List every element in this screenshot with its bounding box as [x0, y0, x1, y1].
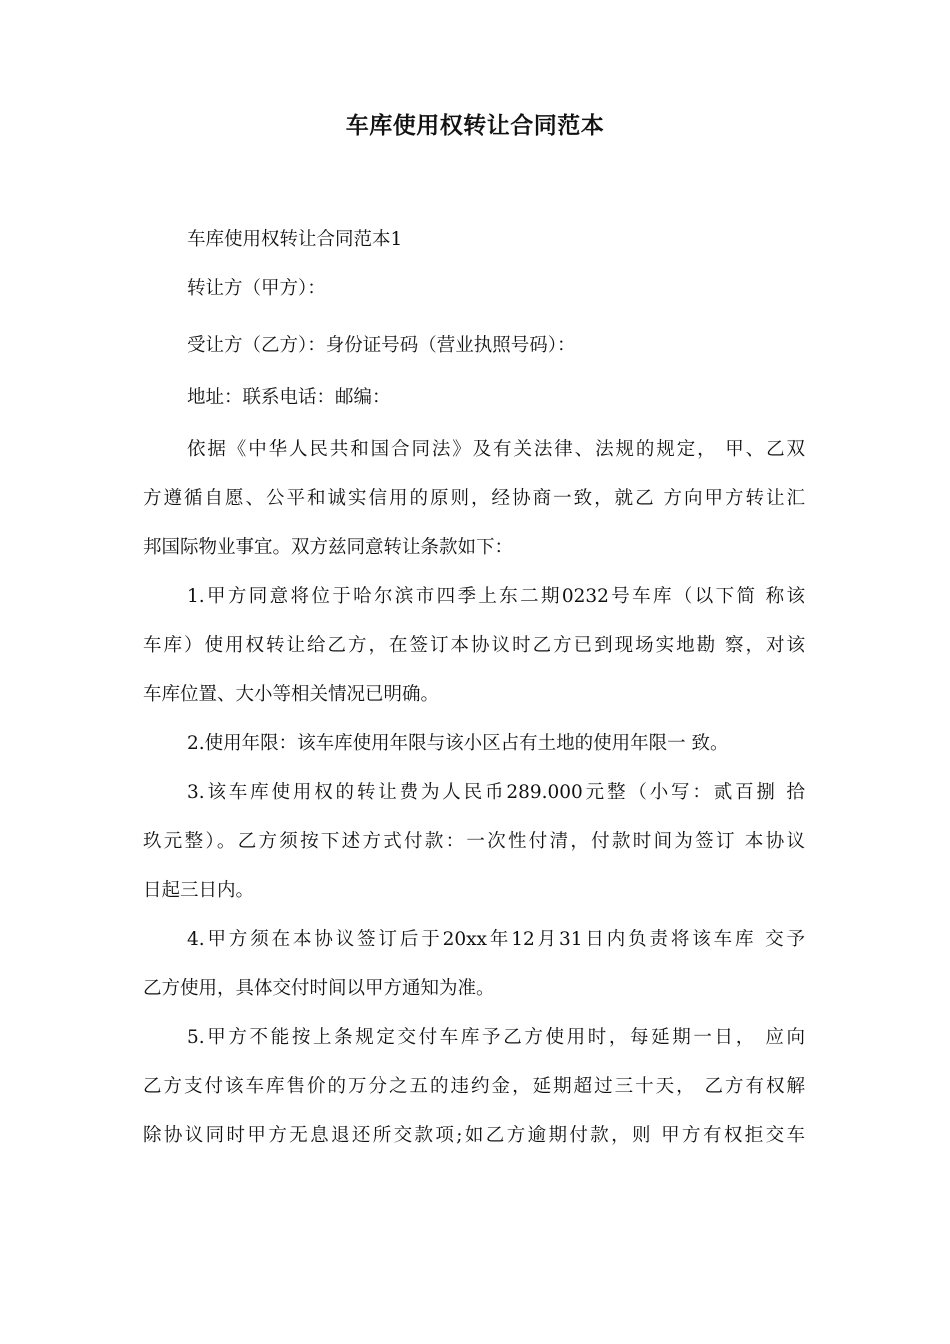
clause-4-line: 乙方使用，具体交付时间以甲方通知为准。: [143, 978, 495, 999]
paragraph-line: 依据《中华人民共和国合同法》及有关法律、法规的规定， 甲、乙双: [187, 439, 805, 460]
transferor-line: 转让方（甲方）：: [187, 278, 326, 299]
clause-5-line: 5.甲方不能按上条规定交付车库予乙方使用时，每延期一日， 应向: [187, 1027, 805, 1048]
document-body: [143, 215, 805, 1160]
clause-5-line: 乙方支付该车库售价的万分之五的违约金，延期超过三十天， 乙方有权解: [143, 1076, 805, 1097]
clause-1-line: 车库）使用权转让给乙方，在签订本协议时乙方已到现场实地勘 察，对该: [143, 635, 805, 656]
clause-4-line: 4.甲方须在本协议签订后于20xx年12月31日内负责将该车库 交予: [187, 929, 805, 950]
clause-1-line: 车库位置、大小等相关情况已明确。: [143, 684, 440, 705]
clause-2-line: 2.使用年限：该车库使用年限与该小区占有土地的使用年限一 致。: [187, 733, 729, 754]
document-title: 车库使用权转让合同范本: [345, 113, 605, 139]
clause-3-line: 玖元整）。乙方须按下述方式付款：一次性付清，付款时间为签订 本协议: [143, 831, 805, 852]
transferee-line: 受让方（乙方）：身份证号码（营业执照号码）：: [187, 335, 576, 356]
clause-3-line: 日起三日内。: [143, 880, 255, 901]
paragraph-line: 邦国际物业事宜。双方兹同意转让条款如下：: [143, 537, 514, 558]
address-line: 地址：联系电话：邮编：: [187, 387, 391, 408]
clause-3-line: 3.该车库使用权的转让费为人民币289.000元整（小写：贰百捌 拾: [187, 782, 805, 803]
clause-5-line: 除协议同时甲方无息退还所交款项;如乙方逾期付款，则 甲方有权拒交车: [143, 1125, 805, 1146]
section-heading: 车库使用权转让合同范本1: [187, 229, 403, 250]
paragraph-line: 方遵循自愿、公平和诚实信用的原则，经协商一致，就乙 方向甲方转让汇: [143, 488, 805, 509]
clause-1-line: 1.甲方同意将位于哈尔滨市四季上东二期0232号车库（以下简 称该: [187, 586, 805, 607]
